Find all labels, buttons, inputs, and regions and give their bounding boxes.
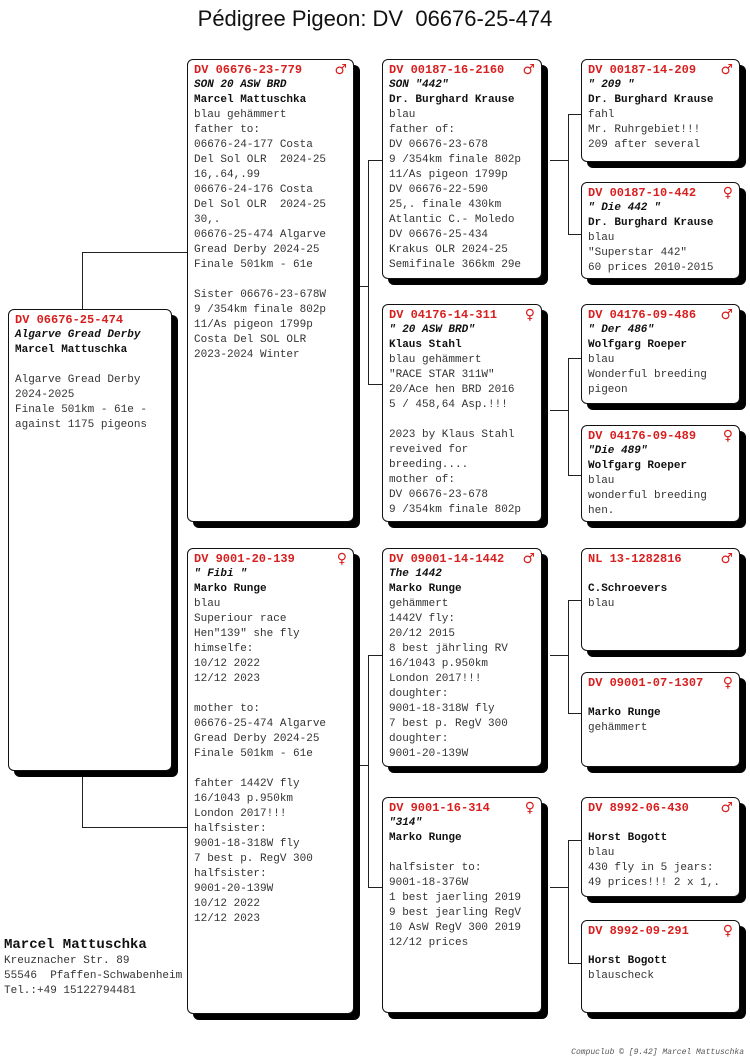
connector-line [354,286,368,287]
info-line: 30,. [194,214,221,226]
sex-symbol-icon: ♂ [720,551,733,567]
connector-line [568,963,581,964]
card-header [588,801,733,816]
ring-number: DV 09001-14-1442 [389,552,505,566]
blank-line [588,691,733,706]
info-line: 8 best jährling RV [389,643,508,655]
info-line: mother of: [389,474,456,486]
ring-number: DV 04176-09-489 [588,429,697,443]
info-line: halfsister: [194,823,267,835]
pigeon-card-mother-mother [382,797,542,1013]
info-line [389,413,535,428]
owner-name: C.Schroevers [588,583,668,595]
info-line: 9001-18-376W [389,877,469,889]
info-line: fahter 1442V fly [194,778,300,790]
info-line: 60 prices 2010-2015 [588,262,714,274]
connector-line [368,160,382,161]
info-line: 12/12 2023 [194,673,261,685]
info-line: DV 06676-23-678 [389,489,489,501]
sex-symbol-icon: ♀ [722,675,733,691]
blank-line [588,567,733,582]
info-line: 209 after several [588,139,701,151]
info-line: 9 best jearling RegV [389,907,522,919]
info-line: 49 prices!!! 2 x 1,. [588,877,721,889]
info-line: blau [588,232,615,244]
sex-symbol-icon: ♀ [722,923,733,939]
connector-line [568,600,569,713]
info-line: London 2017!!! [389,673,482,685]
info-line [389,846,535,861]
info-line: 9 /354km finale 802p [389,154,522,166]
breeder-phone: Tel.:+49 15122794481 [4,985,137,997]
card-header [194,552,347,567]
info-line: against 1175 pigeons [15,419,148,431]
info-line: blau [588,354,615,366]
info-line: halfsister to: [389,862,482,874]
info-line: 10/12 2022 [194,658,261,670]
info-line: 20/12 2015 [389,628,456,640]
owner-name: Horst Bogott [588,955,668,967]
info-line: Finale 501km - 61e [194,259,313,271]
info-line: DV 06676-25-434 [389,229,489,241]
info-line: 9001-18-318W fly [389,703,495,715]
info-line: 12/12 2023 [194,913,261,925]
footer-credit: Compuclub © [9.42] Marcel Mattuschka [571,1048,744,1057]
connector-line [568,475,581,476]
sex-symbol-icon: ♀ [524,800,535,816]
pigeon-nickname: SON "442" [389,79,449,91]
connector-line [82,252,187,253]
connector-line [550,410,568,411]
owner-name: Wolfgarg Roeper [588,460,688,472]
info-line: blau [389,109,416,121]
info-line: 9001-20-139W [389,748,469,760]
info-line: Finale 501km - 61e [194,748,313,760]
card-header [194,63,347,78]
ring-number: DV 04176-14-311 [389,308,498,322]
card-header [389,801,535,816]
info-line: 11/As pigeon 1799p [194,319,313,331]
info-line: 5 / 458,64 Asp.!!! [389,399,508,411]
info-line: 25,. finale 430km [389,199,502,211]
info-line: breeding.... [389,459,469,471]
owner-name: Wolfgarg Roeper [588,339,688,351]
info-line [194,762,347,777]
connector-line [568,713,581,714]
pigeon-nickname: " Der 486" [588,324,655,336]
connector-line [568,840,569,963]
connector-line [82,827,187,828]
card-header [588,676,733,691]
connector-line [368,384,382,385]
info-line: 16/1043 p.950km [194,793,294,805]
pigeon-card-mf-mother [581,672,740,767]
owner-name: Dr. Burghard Krause [389,94,515,106]
info-line: blau [588,475,615,487]
info-line: 430 fly in 5 jears: [588,862,714,874]
info-line: Gread Derby 2024-25 [194,244,320,256]
pigeon-card-father-father [382,59,542,279]
info-line: DV 06676-22-590 [389,184,489,196]
pigeon-card-fm-mother [581,425,740,522]
info-line: halfsister: [194,868,267,880]
card-header [588,429,733,444]
info-line: 20/Ace hen BRD 2016 [389,384,515,396]
info-line: Algarve Gread Derby [15,374,141,386]
ring-number: DV 00187-16-2160 [389,63,505,77]
ring-number: DV 9001-16-314 [389,801,490,815]
info-line: 10/12 2022 [194,898,261,910]
info-line: 2023-2024 Winter [194,349,300,361]
info-line: Del Sol OLR 2024-25 [194,154,327,166]
info-line: 9001-20-139W [194,883,274,895]
card-header [588,552,733,567]
info-line: 12/12 prices [389,937,469,949]
info-line: fahl [588,109,615,121]
info-line: wonderful breeding [588,490,707,502]
pigeon-card-ff-mother [581,182,740,279]
info-line: Atlantic C.- Moledo [389,214,515,226]
owner-name: Klaus Stahl [389,339,462,351]
owner-name: Horst Bogott [588,832,668,844]
connector-line [550,887,568,888]
pigeon-card-father-mother [382,304,542,522]
info-line: London 2017!!! [194,808,287,820]
sex-symbol-icon: ♂ [522,62,535,78]
sex-symbol-icon: ♂ [720,307,733,323]
info-line: Costa Del SOL OLR [194,334,307,346]
card-header [588,308,733,323]
card-header [588,924,733,939]
info-line: 9001-18-318W fly [194,838,300,850]
pigeon-card-mf-father [581,548,740,651]
blank-line [588,939,733,954]
info-line: blau [194,598,221,610]
info-line: blau gehämmert [389,354,482,366]
card-header [389,63,535,78]
owner-name: Marko Runge [389,832,462,844]
info-line: 2024-2025 [15,389,75,401]
ring-number: DV 00187-14-209 [588,63,697,77]
info-line: Krakus OLR 2024-25 [389,244,508,256]
ring-number: DV 9001-20-139 [194,552,295,566]
card-header [389,308,535,323]
info-line: 06676-25-474 Algarve [194,229,327,241]
connector-line [568,234,581,235]
info-line: gehämmert [389,598,449,610]
owner-name: Marko Runge [194,583,267,595]
connector-line [568,358,569,475]
info-line: 9 /354km finale 802p [194,304,327,316]
ring-number: DV 8992-06-430 [588,801,689,815]
ring-number: DV 04176-09-486 [588,308,697,322]
owner-name: Marko Runge [389,583,462,595]
card-header [588,63,733,78]
connector-line [550,160,568,161]
ring-number: DV 09001-07-1307 [588,676,704,690]
info-line: blau [588,847,615,859]
ring-number: DV 8992-09-291 [588,924,689,938]
pigeon-nickname: " Die 442 " [588,202,661,214]
connector-line [568,114,581,115]
breeder-city: 55546 Pfaffen-Schwabenheim [4,970,183,982]
ring-number: DV 06676-25-474 [15,313,124,327]
info-line: Sister 06676-23-678W [194,289,327,301]
card-header [588,186,733,201]
info-line: Superiour race [194,613,287,625]
info-line: pigeon [588,384,628,396]
card-header [389,552,535,567]
pigeon-card-ff-father [581,59,740,162]
pigeon-nickname: " 209 " [588,79,635,91]
info-line: 06676-24-176 Costa [194,184,313,196]
info-line: 10 AsW RegV 300 2019 [389,922,522,934]
pigeon-card-mm-father [581,797,740,897]
info-line: doughter: [389,688,449,700]
pigeon-card-fm-father [581,304,740,404]
connector-line [550,655,568,656]
info-line: 2023 by Klaus Stahl [389,429,515,441]
info-line: 11/As pigeon 1799p [389,169,508,181]
connector-line [568,840,581,841]
sex-symbol-icon: ♀ [524,307,535,323]
info-line: doughter: [389,733,449,745]
owner-name: Marcel Mattuschka [15,344,128,356]
info-line: 1442V fly: [389,613,456,625]
pigeon-card-mm-mother [581,920,740,1013]
connector-line [568,600,581,601]
connector-line [368,160,369,384]
info-line: Semifinale 366km 29e [389,259,522,271]
info-line [194,273,347,288]
sex-symbol-icon: ♂ [522,551,535,567]
info-line: hen. [588,505,615,517]
pigeon-nickname: "314" [389,817,423,829]
info-line: "Superstar 442" [588,247,688,259]
sex-symbol-icon: ♂ [334,62,347,78]
info-line: 7 best p. RegV 300 [194,853,313,865]
owner-name: Dr. Burghard Krause [588,217,714,229]
ring-number: DV 06676-23-779 [194,63,303,77]
breeder-street: Kreuznacher Str. 89 [4,955,130,967]
info-line: mother to: [194,703,261,715]
page-title: Pédigree Pigeon: DV 06676-25-474 [197,6,553,31]
breeder-name: Marcel Mattuschka [4,937,147,953]
info-line: blauscheck [588,970,655,982]
pigeon-nickname: " 20 ASW BRD" [389,324,475,336]
info-line: 06676-25-474 Algarve [194,718,327,730]
connector-line [568,358,581,359]
owner-name: Dr. Burghard Krause [588,94,714,106]
connector-line [568,114,569,234]
info-line: DV 06676-23-678 [389,139,489,151]
blank-line [588,816,733,831]
pigeon-nickname: " Fibi " [194,568,247,580]
ring-number: NL 13-1282816 [588,552,682,566]
connector-line [368,655,369,887]
info-line: Mr. Ruhrgebiet!!! [588,124,701,136]
info-line: reveived for [389,444,469,456]
pigeon-nickname: "Die 489" [588,445,648,457]
info-line: gehämmert [588,722,648,734]
connector-line [354,765,368,766]
info-line: 06676-24-177 Costa [194,139,313,151]
info-line [194,687,347,702]
pigeon-card-mother-father [382,548,542,767]
sex-symbol-icon: ♀ [722,185,733,201]
info-line: Del Sol OLR 2024-25 [194,199,327,211]
info-line: Hen"139" she fly [194,628,300,640]
info-line: Wonderful breeding [588,369,707,381]
info-line: himselfe: [194,643,254,655]
info-line: 16,.64,.99 [194,169,261,181]
info-line: 16/1043 p.950km [389,658,489,670]
breeder-info [4,936,182,999]
info-line: 9 /354km finale 802p [389,504,522,516]
owner-name: Marcel Mattuschka [194,94,307,106]
info-line: Finale 501km - 61e - [15,404,148,416]
pigeon-nickname: Algarve Gread Derby [15,329,141,341]
pigeon-card-subject [8,309,172,771]
info-line: 7 best p. RegV 300 [389,718,508,730]
info-line [15,358,165,373]
owner-name: Marko Runge [588,707,661,719]
info-line: father to: [194,124,261,136]
info-line: 1 best jaerling 2019 [389,892,522,904]
info-line: Gread Derby 2024-25 [194,733,320,745]
pigeon-nickname: SON 20 ASW BRD [194,79,287,91]
sex-symbol-icon: ♀ [336,551,347,567]
sex-symbol-icon: ♀ [722,428,733,444]
info-line: father of: [389,124,456,136]
sex-symbol-icon: ♂ [720,800,733,816]
connector-line [368,887,382,888]
info-line: blau [588,598,615,610]
connector-line [368,655,382,656]
ring-number: DV 00187-10-442 [588,186,697,200]
card-header [15,313,165,328]
sex-symbol-icon: ♂ [720,62,733,78]
info-line: blau gehämmert [194,109,287,121]
pigeon-nickname: The 1442 [389,568,442,580]
pigeon-card-mother [187,548,354,1014]
pigeon-card-father [187,59,354,522]
info-line: "RACE STAR 311W" [389,369,495,381]
